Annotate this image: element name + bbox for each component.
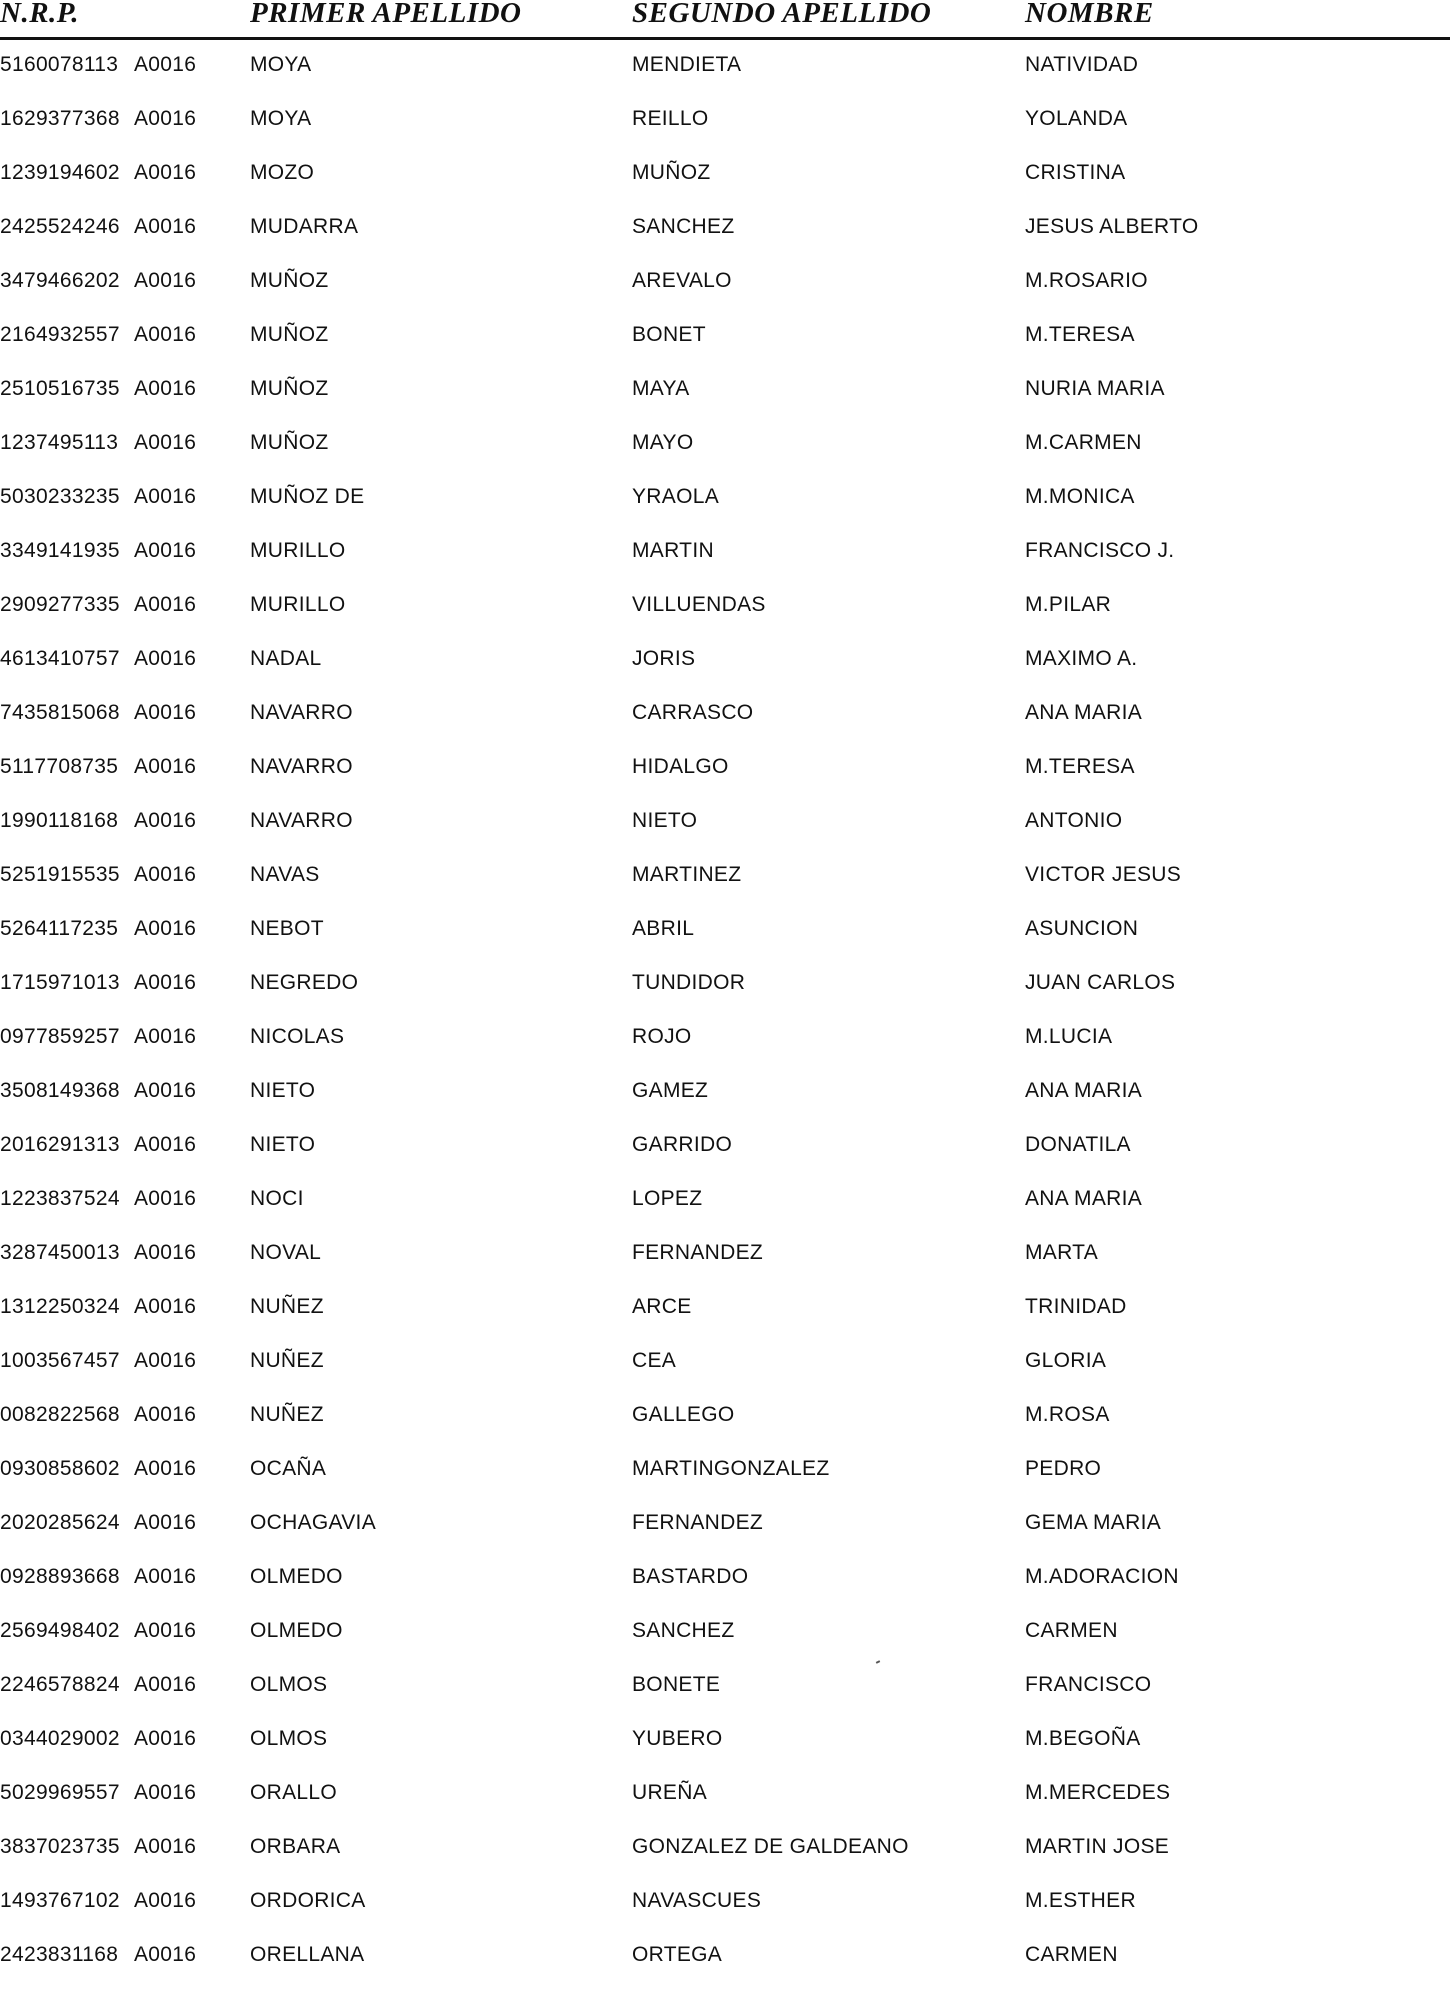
cell-nrp: 1493767102 <box>0 1889 120 1912</box>
cell-nombre: DONATILA <box>1025 1133 1131 1156</box>
cell-nombre: FRANCISCO J. <box>1025 539 1175 562</box>
cell-segundo-apellido: NAVASCUES <box>632 1889 762 1912</box>
cell-segundo-apellido: MARTINGONZALEZ <box>632 1457 830 1480</box>
cell-nombre: NATIVIDAD <box>1025 53 1139 76</box>
cell-nrp: 5251915535 <box>0 863 120 886</box>
table-row <box>0 913 1450 967</box>
cell-nrp: 1003567457 <box>0 1349 120 1372</box>
cell-nombre: M.ESTHER <box>1025 1889 1136 1912</box>
cell-nrp: 1223837524 <box>0 1187 120 1210</box>
cell-segundo-apellido: ARCE <box>632 1295 692 1318</box>
table-row <box>0 1399 1450 1453</box>
cell-primer-apellido: NUÑEZ <box>250 1349 324 1372</box>
cell-code: A0016 <box>134 755 197 778</box>
cell-code: A0016 <box>134 1835 197 1858</box>
table-row <box>0 481 1450 535</box>
cell-segundo-apellido: ORTEGA <box>632 1943 723 1966</box>
cell-nombre: M.MONICA <box>1025 485 1135 508</box>
cell-code: A0016 <box>134 1295 197 1318</box>
cell-segundo-apellido: MARTINEZ <box>632 863 742 886</box>
table-row <box>0 535 1450 589</box>
cell-nrp: 1239194602 <box>0 161 120 184</box>
table-row <box>0 373 1450 427</box>
table-row <box>0 265 1450 319</box>
cell-segundo-apellido: MAYA <box>632 377 690 400</box>
cell-nombre: GLORIA <box>1025 1349 1107 1372</box>
table-row <box>0 1183 1450 1237</box>
cell-nrp: 7435815068 <box>0 701 120 724</box>
table-row <box>0 1129 1450 1183</box>
cell-nrp: 1715971013 <box>0 971 120 994</box>
cell-primer-apellido: ORBARA <box>250 1835 341 1858</box>
table-row <box>0 1291 1450 1345</box>
cell-nrp: 5117708735 <box>0 755 119 778</box>
cell-code: A0016 <box>134 1241 197 1264</box>
header-primer-apellido: PRIMER APELLIDO <box>250 0 522 29</box>
cell-primer-apellido: MUÑOZ DE <box>250 485 365 508</box>
cell-primer-apellido: MUÑOZ <box>250 431 329 454</box>
cell-segundo-apellido: ROJO <box>632 1025 692 1048</box>
cell-nrp: 2425524246 <box>0 215 120 238</box>
table-row <box>0 643 1450 697</box>
cell-code: A0016 <box>134 1511 197 1534</box>
table-row <box>0 1453 1450 1507</box>
cell-primer-apellido: OCHAGAVIA <box>250 1511 377 1534</box>
cell-nrp: 0977859257 <box>0 1025 120 1048</box>
table-row <box>0 1021 1450 1075</box>
cell-primer-apellido: MUDARRA <box>250 215 359 238</box>
cell-code: A0016 <box>134 1403 197 1426</box>
cell-primer-apellido: MURILLO <box>250 593 346 616</box>
cell-segundo-apellido: TUNDIDOR <box>632 971 746 994</box>
table-row <box>0 49 1450 103</box>
cell-primer-apellido: OLMOS <box>250 1727 328 1750</box>
cell-primer-apellido: OLMEDO <box>250 1619 343 1642</box>
cell-nombre: CRISTINA <box>1025 161 1126 184</box>
cell-segundo-apellido: FERNANDEZ <box>632 1241 764 1264</box>
cell-primer-apellido: NADAL <box>250 647 322 670</box>
cell-segundo-apellido: LOPEZ <box>632 1187 703 1210</box>
cell-segundo-apellido: GAMEZ <box>632 1079 709 1102</box>
cell-nombre: M.MERCEDES <box>1025 1781 1171 1804</box>
cell-code: A0016 <box>134 431 197 454</box>
cell-primer-apellido: NAVARRO <box>250 809 353 832</box>
table-row <box>0 751 1450 805</box>
cell-primer-apellido: ORELLANA <box>250 1943 365 1966</box>
cell-nombre: NURIA MARIA <box>1025 377 1165 400</box>
table-row <box>0 427 1450 481</box>
cell-nrp: 5030233235 <box>0 485 120 508</box>
cell-code: A0016 <box>134 53 197 76</box>
cell-primer-apellido: NIETO <box>250 1133 316 1156</box>
cell-primer-apellido: NEGREDO <box>250 971 359 994</box>
cell-code: A0016 <box>134 1565 197 1588</box>
cell-segundo-apellido: GONZALEZ DE GALDEANO <box>632 1835 909 1858</box>
cell-segundo-apellido: MENDIETA <box>632 53 742 76</box>
table-row <box>0 1615 1450 1669</box>
table-row <box>0 103 1450 157</box>
cell-primer-apellido: OLMOS <box>250 1673 328 1696</box>
cell-nrp: 1237495113 <box>0 431 119 454</box>
cell-nombre: M.ROSARIO <box>1025 269 1148 292</box>
cell-nombre: M.CARMEN <box>1025 431 1142 454</box>
cell-segundo-apellido: REILLO <box>632 107 709 130</box>
table-row <box>0 805 1450 859</box>
cell-code: A0016 <box>134 485 197 508</box>
table-row <box>0 1507 1450 1561</box>
cell-segundo-apellido: ABRIL <box>632 917 695 940</box>
cell-nombre: MARTA <box>1025 1241 1099 1264</box>
table-row <box>0 589 1450 643</box>
cell-segundo-apellido: VILLUENDAS <box>632 593 766 616</box>
table-row <box>0 319 1450 373</box>
cell-primer-apellido: NICOLAS <box>250 1025 345 1048</box>
cell-primer-apellido: ORALLO <box>250 1781 337 1804</box>
cell-nrp: 2423831168 <box>0 1943 119 1966</box>
table-row <box>0 157 1450 211</box>
cell-segundo-apellido: JORIS <box>632 647 696 670</box>
table-row <box>0 1885 1450 1939</box>
header-nrp: N.R.P. <box>0 0 80 29</box>
cell-code: A0016 <box>134 917 197 940</box>
cell-code: A0016 <box>134 323 197 346</box>
cell-code: A0016 <box>134 1889 197 1912</box>
header-rule <box>0 37 1450 40</box>
cell-segundo-apellido: GARRIDO <box>632 1133 733 1156</box>
cell-primer-apellido: NIETO <box>250 1079 316 1102</box>
cell-nrp: 2020285624 <box>0 1511 120 1534</box>
cell-nrp: 0930858602 <box>0 1457 120 1480</box>
cell-code: A0016 <box>134 1619 197 1642</box>
cell-segundo-apellido: SANCHEZ <box>632 215 735 238</box>
cell-nombre: CARMEN <box>1025 1943 1118 1966</box>
cell-nombre: M.ADORACION <box>1025 1565 1179 1588</box>
cell-segundo-apellido: HIDALGO <box>632 755 729 778</box>
cell-code: A0016 <box>134 107 197 130</box>
cell-nombre: M.PILAR <box>1025 593 1112 616</box>
table-row <box>0 1669 1450 1723</box>
table-row <box>0 859 1450 913</box>
cell-nombre: M.ROSA <box>1025 1403 1110 1426</box>
cell-segundo-apellido: NIETO <box>632 809 698 832</box>
cell-nombre: M.TERESA <box>1025 755 1135 778</box>
cell-nrp: 5264117235 <box>0 917 119 940</box>
cell-nrp: 2246578824 <box>0 1673 120 1696</box>
cell-nombre: FRANCISCO <box>1025 1673 1152 1696</box>
cell-code: A0016 <box>134 1457 197 1480</box>
cell-nombre: ANA MARIA <box>1025 1079 1143 1102</box>
cell-nrp: 0928893668 <box>0 1565 120 1588</box>
cell-nombre: ANTONIO <box>1025 809 1123 832</box>
cell-code: A0016 <box>134 1187 197 1210</box>
cell-primer-apellido: MUÑOZ <box>250 323 329 346</box>
cell-code: A0016 <box>134 377 197 400</box>
cell-nrp: 2016291313 <box>0 1133 120 1156</box>
cell-primer-apellido: MOZO <box>250 161 315 184</box>
cell-nombre: CARMEN <box>1025 1619 1118 1642</box>
cell-code: A0016 <box>134 971 197 994</box>
cell-primer-apellido: NAVARRO <box>250 755 353 778</box>
cell-primer-apellido: MOYA <box>250 53 312 76</box>
cell-nombre: MAXIMO A. <box>1025 647 1138 670</box>
cell-nombre: ANA MARIA <box>1025 701 1143 724</box>
cell-primer-apellido: NOCI <box>250 1187 304 1210</box>
table-row <box>0 1831 1450 1885</box>
cell-nrp: 3349141935 <box>0 539 120 562</box>
header-segundo-apellido: SEGUNDO APELLIDO <box>632 0 932 29</box>
cell-primer-apellido: MOYA <box>250 107 312 130</box>
table-row <box>0 1723 1450 1777</box>
records-table <box>0 49 1450 1993</box>
cell-code: A0016 <box>134 809 197 832</box>
cell-nrp: 3508149368 <box>0 1079 120 1102</box>
cell-nombre: JESUS ALBERTO <box>1025 215 1199 238</box>
cell-code: A0016 <box>134 1079 197 1102</box>
table-row <box>0 1075 1450 1129</box>
cell-code: A0016 <box>134 1781 197 1804</box>
cell-nrp: 0082822568 <box>0 1403 120 1426</box>
cell-primer-apellido: NAVARRO <box>250 701 353 724</box>
cell-nrp: 1312250324 <box>0 1295 120 1318</box>
cell-nombre: ANA MARIA <box>1025 1187 1143 1210</box>
cell-segundo-apellido: CARRASCO <box>632 701 754 724</box>
cell-nrp: 0344029002 <box>0 1727 120 1750</box>
table-row <box>0 697 1450 751</box>
cell-segundo-apellido: FERNANDEZ <box>632 1511 764 1534</box>
table-row <box>0 967 1450 1021</box>
cell-primer-apellido: MUÑOZ <box>250 269 329 292</box>
table-header <box>0 0 1450 40</box>
cell-segundo-apellido: YRAOLA <box>632 485 719 508</box>
cell-nrp: 1990118168 <box>0 809 119 832</box>
cell-nombre: ASUNCION <box>1025 917 1139 940</box>
cell-nrp: 5160078113 <box>0 53 119 76</box>
cell-segundo-apellido: AREVALO <box>632 269 732 292</box>
cell-code: A0016 <box>134 215 197 238</box>
cell-nombre: M.LUCIA <box>1025 1025 1113 1048</box>
cell-code: A0016 <box>134 701 197 724</box>
cell-primer-apellido: MUÑOZ <box>250 377 329 400</box>
cell-nrp: 2569498402 <box>0 1619 120 1642</box>
cell-primer-apellido: NEBOT <box>250 917 324 940</box>
cell-segundo-apellido: MUÑOZ <box>632 161 711 184</box>
cell-nombre: YOLANDA <box>1025 107 1128 130</box>
header-nombre: NOMBRE <box>1025 0 1154 29</box>
cell-code: A0016 <box>134 1025 197 1048</box>
cell-code: A0016 <box>134 539 197 562</box>
cell-code: A0016 <box>134 1727 197 1750</box>
cell-segundo-apellido: BASTARDO <box>632 1565 749 1588</box>
cell-code: A0016 <box>134 1673 197 1696</box>
cell-code: A0016 <box>134 863 197 886</box>
cell-nombre: GEMA MARIA <box>1025 1511 1162 1534</box>
cell-code: A0016 <box>134 593 197 616</box>
cell-nrp: 3287450013 <box>0 1241 120 1264</box>
cell-code: A0016 <box>134 647 197 670</box>
cell-segundo-apellido: UREÑA <box>632 1781 708 1804</box>
cell-nombre: M.TERESA <box>1025 323 1135 346</box>
cell-primer-apellido: MURILLO <box>250 539 346 562</box>
cell-nrp: 2909277335 <box>0 593 120 616</box>
cell-primer-apellido: NAVAS <box>250 863 320 886</box>
cell-nrp: 1629377368 <box>0 107 120 130</box>
table-row <box>0 1345 1450 1399</box>
cell-nrp: 5029969557 <box>0 1781 120 1804</box>
cell-nombre: M.BEGOÑA <box>1025 1727 1141 1750</box>
cell-segundo-apellido: MARTIN <box>632 539 714 562</box>
table-row <box>0 211 1450 265</box>
cell-primer-apellido: NUÑEZ <box>250 1403 324 1426</box>
cell-segundo-apellido: GALLEGO <box>632 1403 735 1426</box>
cell-segundo-apellido: YUBERO <box>632 1727 723 1750</box>
cell-primer-apellido: ORDORICA <box>250 1889 366 1912</box>
cell-code: A0016 <box>134 1349 197 1372</box>
cell-primer-apellido: NOVAL <box>250 1241 322 1264</box>
cell-segundo-apellido: BONET <box>632 323 706 346</box>
cell-code: A0016 <box>134 161 197 184</box>
table-row <box>0 1237 1450 1291</box>
cell-code: A0016 <box>134 269 197 292</box>
cell-code: A0016 <box>134 1133 197 1156</box>
cell-primer-apellido: OCAÑA <box>250 1457 327 1480</box>
cell-code: A0016 <box>134 1943 197 1966</box>
cell-nrp: 2164932557 <box>0 323 120 346</box>
cell-segundo-apellido: BONETE <box>632 1673 721 1696</box>
cell-nombre: JUAN CARLOS <box>1025 971 1176 994</box>
cell-nrp: 3837023735 <box>0 1835 120 1858</box>
table-row <box>0 1777 1450 1831</box>
cell-nrp: 3479466202 <box>0 269 120 292</box>
cell-nombre: TRINIDAD <box>1025 1295 1127 1318</box>
cell-nrp: 2510516735 <box>0 377 120 400</box>
cell-primer-apellido: OLMEDO <box>250 1565 343 1588</box>
cell-nombre: PEDRO <box>1025 1457 1102 1480</box>
cell-segundo-apellido: SANCHEZ <box>632 1619 735 1642</box>
cell-segundo-apellido: CEA <box>632 1349 677 1372</box>
cell-nrp: 4613410757 <box>0 647 120 670</box>
cell-segundo-apellido: MAYO <box>632 431 694 454</box>
cell-nombre: VICTOR JESUS <box>1025 863 1182 886</box>
table-row <box>0 1939 1450 1993</box>
table-row <box>0 1561 1450 1615</box>
cell-primer-apellido: NUÑEZ <box>250 1295 324 1318</box>
cell-nombre: MARTIN JOSE <box>1025 1835 1170 1858</box>
